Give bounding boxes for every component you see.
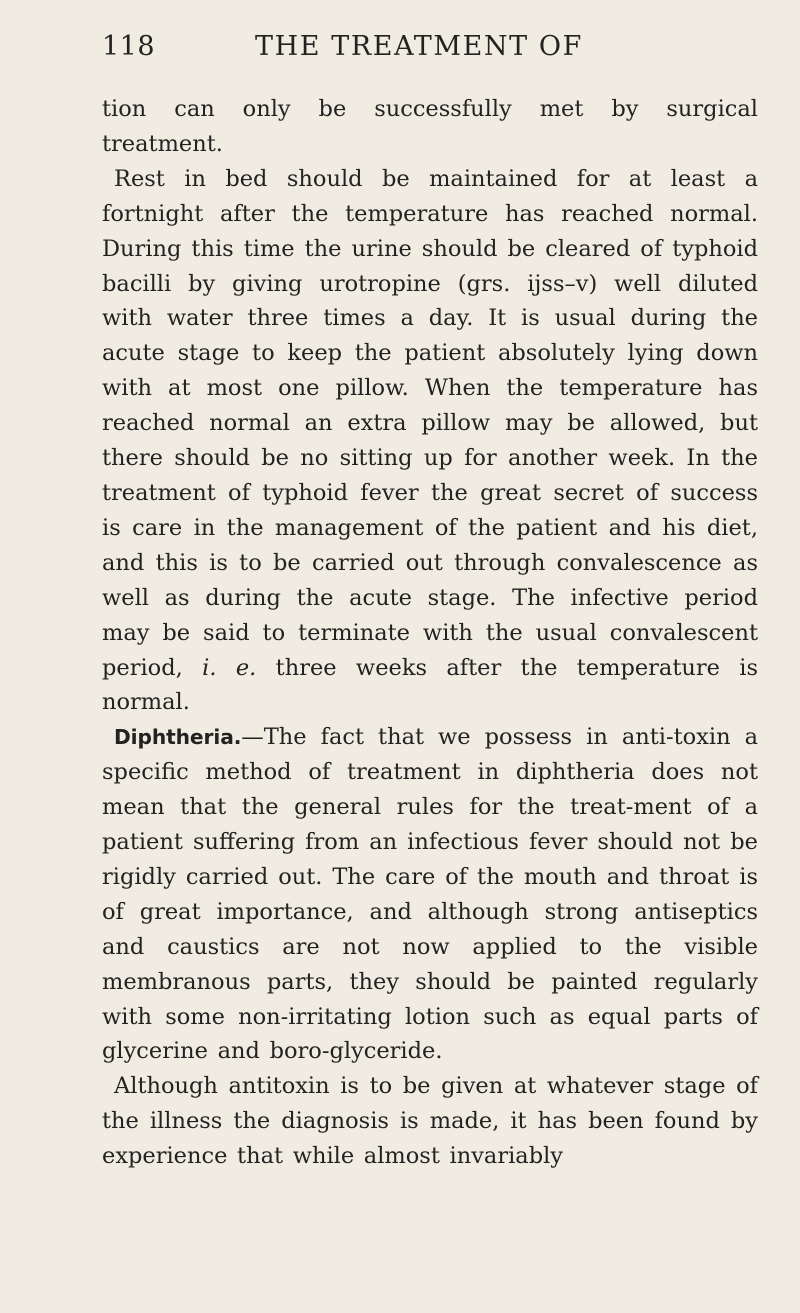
paragraph-antitoxin-text: Although antitoxin is to be given at whatever stage of the illness the diagnosis is made, it has been found by experience that while almost invariably bbox=[102, 1073, 758, 1170]
paragraph-diphtheria bbox=[102, 720, 758, 1069]
page-number: 118 bbox=[102, 31, 156, 62]
running-title: THE TREATMENT OF bbox=[255, 31, 583, 62]
section-heading-diphtheria: Diphtheria. bbox=[114, 725, 242, 750]
paragraph-rest-in-bed bbox=[102, 162, 758, 721]
running-head bbox=[102, 18, 758, 62]
body-text bbox=[102, 92, 758, 1174]
paragraph-diphtheria-text: —The fact that we possess in anti-toxin a specific method of treatment in diphtheria does not mean that the general rules for the treat-ment of a patient suffering from an infectious fever should not be rigidly carried out. The care of the mouth and throat is of great importance, and although strong antiseptics and caustics are not now applied to the visible membranous parts, they should be painted regularly with some non-irritating lotion such as equal parts of glycerine and boro-glyceride. bbox=[102, 724, 758, 1065]
paragraph-rest-in-bed-ending: three weeks after the temperature is normal. bbox=[102, 654, 759, 716]
paragraph-continuation-text: tion can only be successfully met by surgical treatment. bbox=[102, 96, 758, 157]
paragraph-continuation bbox=[102, 92, 758, 162]
latin-abbreviation: i. e. bbox=[202, 654, 257, 681]
paragraph-antitoxin bbox=[102, 1069, 758, 1174]
paragraph-rest-in-bed-text: Rest in bed should be maintained for at least a fortnight after the temperature has reached normal. During this time the urine should be cleared of typhoid bacilli by giving urotropine (grs. ijss–v) well diluted with water three times a day. It is usual during the acute stage to keep the patient absolutely lying down with at most one pillow. When the temperature has reached normal an extra pillow may be allowed, but there should be no sitting up for another week. In the treatment of typhoid fever the great secret of success is care in the management of the patient and his diet, and this is to be carried out through convalescence as well as during the acute stage. The infective period may be said to terminate with the usual convalescent period, bbox=[102, 165, 758, 681]
